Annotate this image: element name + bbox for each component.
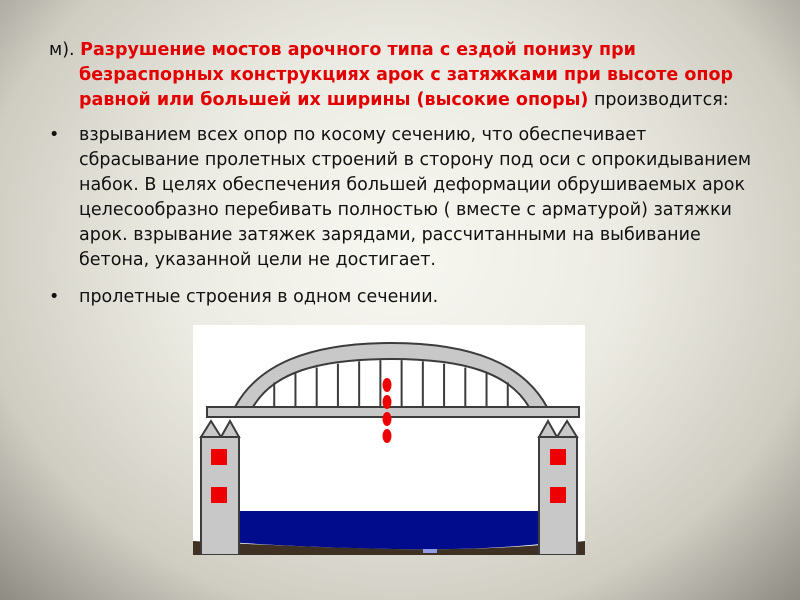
pier-charge [550, 487, 566, 503]
bullet-item [49, 285, 769, 310]
left-pier [201, 421, 239, 555]
slide-heading [49, 38, 769, 113]
pier-charge [211, 487, 227, 503]
bullet-marker: • [49, 125, 60, 145]
water-highlight [423, 549, 437, 553]
heading-prefix: м). [49, 40, 81, 60]
bridge-diagram [193, 325, 585, 555]
pier-charge [211, 449, 227, 465]
river-water [213, 511, 565, 549]
deck-charge [383, 412, 392, 426]
bullet-marker: • [49, 287, 60, 307]
heading-text [49, 38, 769, 113]
bullet-list [49, 123, 769, 322]
deck-charge [383, 429, 392, 443]
bullet-text: пролетные строения в одном сечении. [79, 287, 439, 307]
heading-emphasis: Разрушение мостов арочного типа с ездой понизу при безраспорных конструкциях арок с затяжками при высоте опор равной или большей их ширины (высокие опоры) [79, 40, 734, 110]
deck-charge [383, 378, 392, 392]
pier-charge [550, 449, 566, 465]
bullet-item [49, 123, 769, 273]
deck-charge [383, 395, 392, 409]
bridge-deck [207, 407, 579, 417]
bullet-text: взрыванием всех опор по косому сечению, что обеспечивает сбрасывание пролетных строений в сторону под оси с опрокидыванием набок. В целях обеспечения большей деформации обрушиваемых арок целесообразно перебивать полностью ( вместе с арматурой) затяжки арок. взрывание затяжек зарядами, рассчитанными на выбивание бетона, указанной цели не достигает. [79, 125, 752, 270]
heading-suffix: производится: [588, 90, 729, 110]
right-pier [539, 421, 577, 555]
